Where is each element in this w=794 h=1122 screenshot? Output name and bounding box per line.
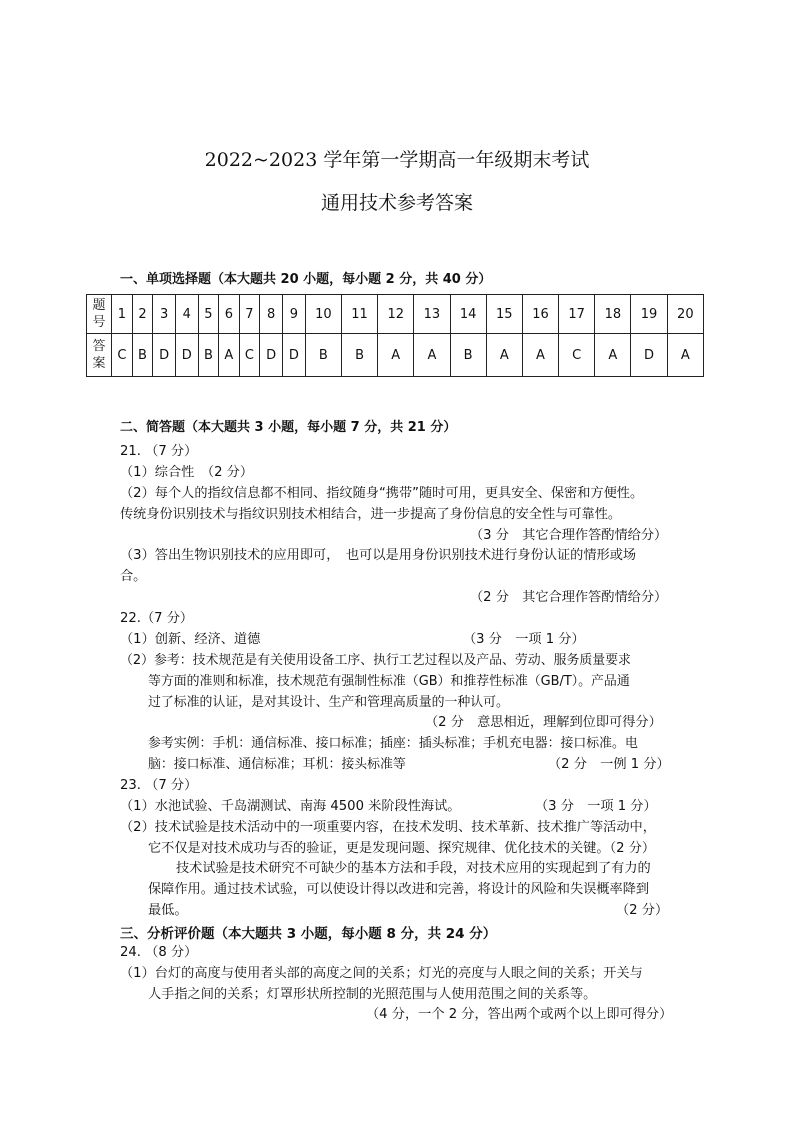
table-cell: B (341, 334, 377, 377)
page-subtitle: 通用技术参考答案 (320, 192, 473, 214)
q21-line: （2）每个人的指纹信息都不相同、指纹随身“携带”随时可用，更具安全、保密和方便性。 (120, 486, 644, 501)
table-cell: A (522, 334, 558, 377)
q23-score-note: （3 分 一项 1 分） (535, 799, 657, 814)
table-cell: 16 (522, 295, 558, 334)
q21-head: 21. （7 分） (120, 444, 198, 459)
row-label-answer-line2: 案 (92, 356, 106, 371)
q24-score-note: （4 分，一个 2 分，答出两个或两个以上即可得分） (366, 1007, 673, 1022)
q22-score-note: （2 分 意思相近，理解到位即可得分） (425, 715, 662, 730)
q21-score-note: （2 分 其它合理作答酌情给分） (470, 590, 668, 605)
q22-score-note: （3 分 一项 1 分） (463, 632, 585, 647)
row-label-answer-line1: 答 (92, 339, 106, 354)
q23-line: 最低。 (148, 903, 188, 918)
table-cell: A (595, 334, 631, 377)
table-cell: B (198, 334, 218, 377)
table-cell: 18 (595, 295, 631, 334)
q21-line: 传统身份识别技术与指纹识别技术相结合，进一步提高了身份信息的安全性与可靠性。 (120, 507, 622, 522)
table-cell: 14 (450, 295, 486, 334)
q22-line: （2）参考：技术规范是有关使用设备工序、执行工艺过程以及产品、劳动、服务质量要求 (120, 653, 631, 668)
table-cell: 11 (341, 295, 377, 334)
table-cell: 4 (175, 295, 198, 334)
q23-line: （1）水池试验、千岛湖测试、南海 4500 米阶段性海试。 (120, 799, 461, 814)
q24-head: 24. （8 分） (120, 945, 198, 960)
q21-line: 合。 (120, 569, 147, 584)
q22-line: 参考实例：手机：通信标准、接口标准；插座：插头标准；手机充电器：接口标准。电 (148, 736, 638, 751)
answer-row (87, 334, 704, 377)
row-label-number-line1: 题 (92, 298, 106, 313)
q23-line: 它不仅是对技术成功与否的验证，更是发现问题、探究规律、优化技术的关键。（2 分） (148, 841, 656, 856)
table-cell: 6 (219, 295, 239, 334)
table-cell: 8 (260, 295, 283, 334)
q23-line: 保障作用。通过技术试验，可以使设计得以改进和完善，将设计的风险和失误概率降到 (148, 882, 650, 897)
table-cell: 2 (132, 295, 152, 334)
section3-heading: 三、分析评价题（本大题共 3 小题，每小题 8 分，共 24 分） (120, 926, 497, 942)
table-cell: B (132, 334, 152, 377)
answer-table (86, 294, 704, 377)
page-title: 2022~2023 学年第一学期高一年级期末考试 (204, 149, 590, 171)
table-cell: 10 (305, 295, 341, 334)
table-cell: 3 (153, 295, 176, 334)
question-number-row (87, 295, 704, 334)
table-cell: D (153, 334, 176, 377)
q22-line: 等方面的准则和标准，技术规范有强制性标准（GB）和推荐性标准（GB/T）。产品通 (148, 674, 630, 689)
table-cell: 20 (667, 295, 703, 334)
table-cell: 7 (239, 295, 260, 334)
table-cell: A (378, 334, 414, 377)
q22-head: 22.（7 分） (120, 611, 194, 626)
q24-line: 人手指之间的关系；灯罩形状所控制的光照范围与人使用范围之间的关系等。 (148, 987, 597, 1002)
table-cell: 5 (198, 295, 218, 334)
section2-heading: 二、简答题（本大题共 3 小题，每小题 7 分，共 21 分） (120, 420, 457, 435)
q22-line: （1）创新、经济、道德 (120, 632, 261, 647)
table-cell: 19 (631, 295, 667, 334)
table-cell: D (631, 334, 667, 377)
table-cell: 9 (283, 295, 306, 334)
q22-score-note: （2 分 一例 1 分） (548, 757, 670, 772)
row-label-answer (87, 334, 112, 377)
table-cell: C (112, 334, 133, 377)
q21-line: （3）答出生物识别技术的应用即可， 也可以是用身份识别技术进行身份认证的情形或场 (120, 548, 637, 563)
table-cell: A (486, 334, 522, 377)
q23-line: （2）技术试验是技术活动中的一项重要内容，在技术发明、技术革新、技术推广等活动中， (120, 820, 656, 835)
table-cell: 12 (378, 295, 414, 334)
q23-head: 23. （7 分） (120, 778, 198, 793)
table-cell: 1 (112, 295, 133, 334)
q21-score-note: （3 分 其它合理作答酌情给分） (470, 528, 668, 543)
q22-line: 过了标准的认证，是对其设计、生产和管理高质量的一种认可。 (148, 695, 509, 710)
q24-line: （1）台灯的高度与使用者头部的高度之间的关系；灯光的亮度与人眼之间的关系；开关与 (120, 966, 643, 981)
q23-line: 技术试验是技术研究不可缺少的基本方法和手段，对技术应用的实现起到了有力的 (176, 861, 651, 876)
table-cell: B (450, 334, 486, 377)
table-cell: A (219, 334, 239, 377)
q21-line: （1）综合性 （2 分） (120, 465, 254, 480)
table-cell: D (175, 334, 198, 377)
q22-line: 脑：接口标准、通信标准；耳机：接头标准等 (148, 757, 406, 772)
row-label-number-line2: 号 (92, 315, 106, 330)
table-cell: 15 (486, 295, 522, 334)
table-cell: D (260, 334, 283, 377)
section1-heading: 一、单项选择题（本大题共 20 小题，每小题 2 分，共 40 分） (120, 272, 492, 287)
table-cell: D (283, 334, 306, 377)
table-cell: C (559, 334, 595, 377)
table-cell: C (239, 334, 260, 377)
table-cell: A (414, 334, 450, 377)
row-label-number (87, 295, 112, 334)
table-cell: 17 (559, 295, 595, 334)
table-cell: A (667, 334, 703, 377)
table-cell: B (305, 334, 341, 377)
table-cell: 13 (414, 295, 450, 334)
q23-score-note: （2 分） (616, 903, 669, 918)
